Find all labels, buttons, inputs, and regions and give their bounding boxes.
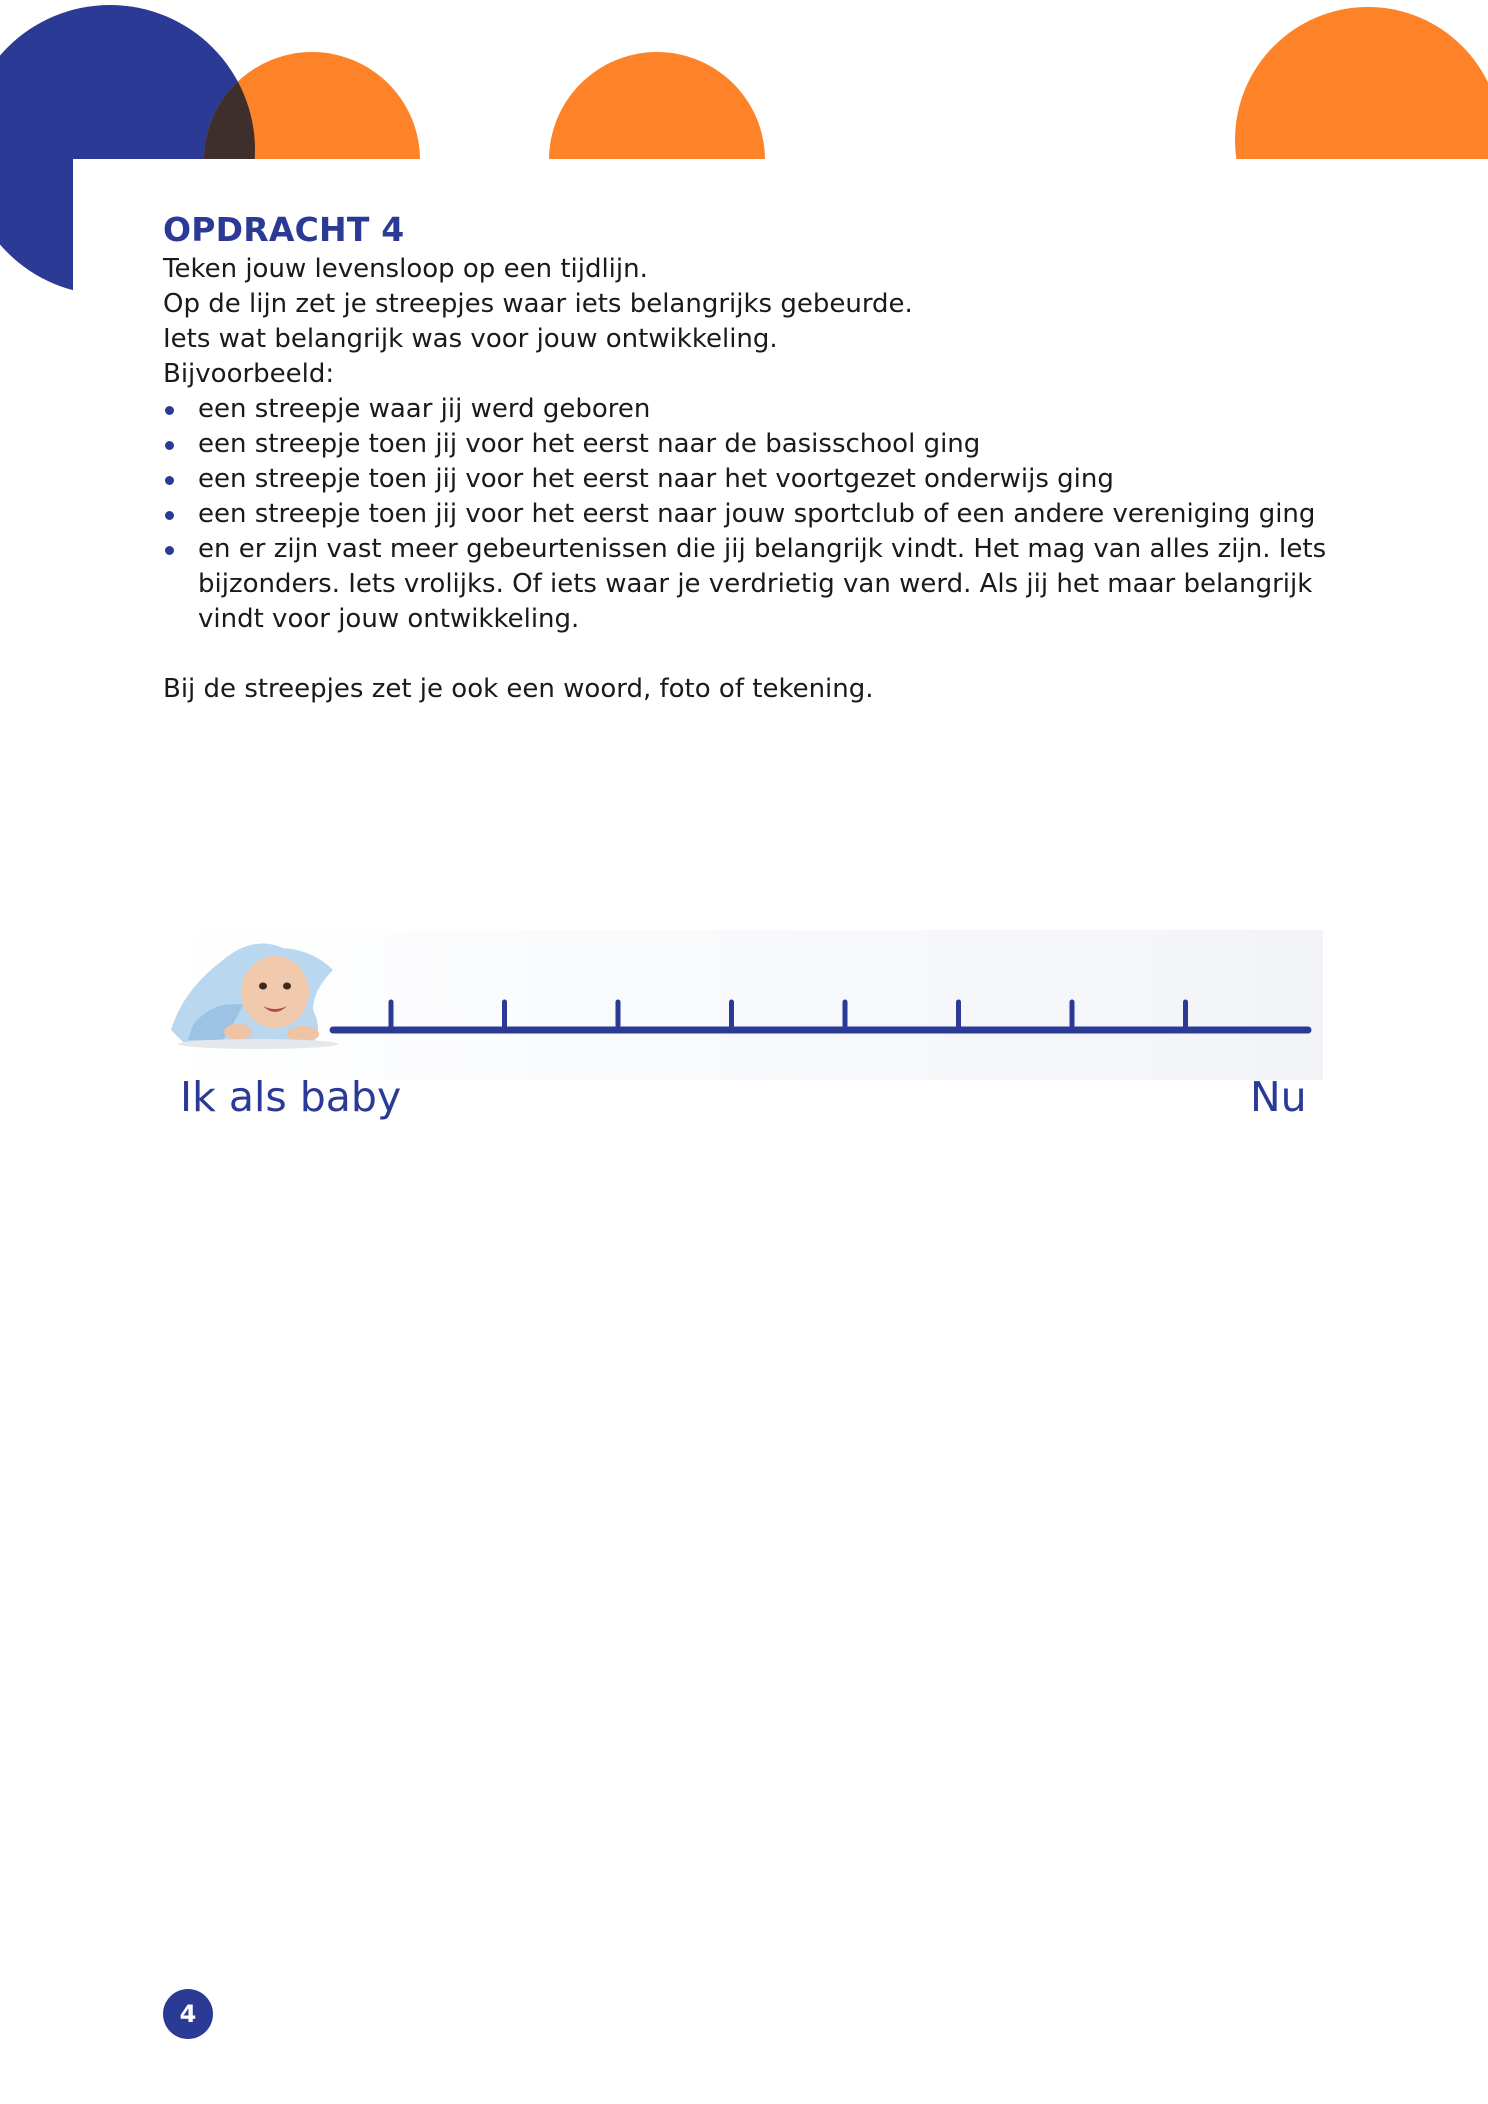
list-item: een streepje toen jij voor het eerst naar jouw sportclub of een andere vereniging ging [163,497,1343,532]
timeline [163,930,1323,1080]
intro-line: Op de lijn zet je streepjes waar iets belangrijks gebeurde. [163,289,913,319]
exercise-title: OPDRACHT 4 [163,210,405,249]
timeline-ticks [391,1002,1186,1030]
final-instruction: Bij de streepjes zet je ook een woord, foto of tekening. [163,674,874,704]
list-item: en er zijn vast meer gebeurtenissen die jij belangrijk vindt. Het mag van alles zijn. Iets bijzonders. Iets vrolijks. Of iets waar je verdrietig van werd. Als jij het maar belangrijk vindt voor jouw ontwikkeling. [163,532,1343,637]
exercise-content [163,208,1343,707]
list-item: een streepje toen jij voor het eerst naar het voortgezet onderwijs ging [163,462,1343,497]
timeline-start-label: Ik als baby [180,1073,402,1121]
list-item: een streepje toen jij voor het eerst naar de basisschool ging [163,427,1343,462]
bullet-list [163,392,1343,637]
intro-line: Bijvoorbeeld: [163,359,335,389]
intro-line: Teken jouw levensloop op een tijdlijn. [163,254,648,284]
page-number-badge: 4 [163,1989,213,2039]
intro-line: Iets wat belangrijk was voor jouw ontwikkeling. [163,324,778,354]
timeline-line [163,930,1323,1080]
list-item: een streepje waar jij werd geboren [163,392,1343,427]
timeline-end-label: Nu [1250,1073,1307,1121]
